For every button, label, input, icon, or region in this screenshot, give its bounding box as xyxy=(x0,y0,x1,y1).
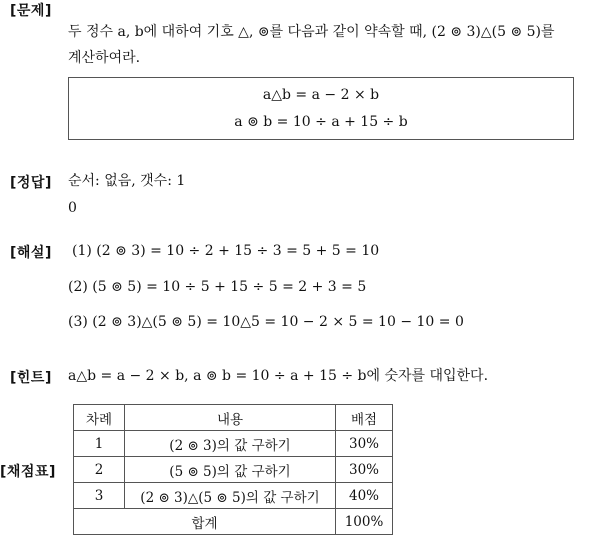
rubric-section-label: [채점표] xyxy=(0,464,56,480)
problem-text-line2: 계산하여라. xyxy=(68,50,141,66)
rubric-header-order: 차례 xyxy=(74,405,125,431)
answer-section-label: [정답] xyxy=(10,175,52,191)
rubric-cell-content: (5 ⊚ 5)의 값 구하기 xyxy=(125,457,336,483)
definition-triangle: a△b = a − 2 × b xyxy=(262,87,380,103)
table-row xyxy=(74,457,393,483)
hint-section-label: [힌트] xyxy=(10,370,52,386)
explanation-section-label: [해설] xyxy=(10,245,52,261)
rubric-cell-score: 30% xyxy=(336,457,393,483)
rubric-header-content: 내용 xyxy=(125,405,336,431)
rubric-cell-order: 3 xyxy=(74,483,125,509)
rubric-header-row xyxy=(74,405,393,431)
hint-text: a△b = a − 2 × b, a ⊚ b = 10 ÷ a + 15 ÷ b에 숫자를 대입한다. xyxy=(68,368,489,384)
rubric-total-row xyxy=(74,509,393,535)
definition-circle: a ⊚ b = 10 ÷ a + 15 ÷ b xyxy=(234,114,408,130)
rubric-cell-score: 30% xyxy=(336,431,393,457)
table-row xyxy=(74,483,393,509)
explanation-step1: (1) (2 ⊚ 3) = 10 ÷ 2 + 15 ÷ 3 = 5 + 5 = 10 xyxy=(72,243,380,259)
rubric-header-score: 배점 xyxy=(336,405,393,431)
rubric-table xyxy=(73,404,393,535)
problem-section-label: [문제] xyxy=(10,3,52,19)
answer-value: 0 xyxy=(68,200,77,216)
definition-box xyxy=(68,77,574,140)
rubric-cell-order: 1 xyxy=(74,431,125,457)
rubric-cell-content: (2 ⊚ 3)의 값 구하기 xyxy=(125,431,336,457)
rubric-total-label: 합계 xyxy=(74,509,336,535)
rubric-total-value: 100% xyxy=(336,509,393,535)
rubric-cell-content: (2 ⊚ 3)△(5 ⊚ 5)의 값 구하기 xyxy=(125,483,336,509)
answer-meta: 순서: 없음, 갯수: 1 xyxy=(68,173,186,189)
rubric-cell-order: 2 xyxy=(74,457,125,483)
explanation-step3: (3) (2 ⊚ 3)△(5 ⊚ 5) = 10△5 = 10 − 2 × 5 = 10 − 10 = 0 xyxy=(68,314,464,330)
table-row xyxy=(74,431,393,457)
rubric-cell-score: 40% xyxy=(336,483,393,509)
problem-text-line1: 두 정수 a, b에 대하여 기호 △, ⊚를 다음과 같이 약속할 때, (2 ⊚ 3)△(5 ⊚ 5)를 xyxy=(68,24,555,40)
explanation-step2: (2) (5 ⊚ 5) = 10 ÷ 5 + 15 ÷ 5 = 2 + 3 = 5 xyxy=(68,279,367,295)
